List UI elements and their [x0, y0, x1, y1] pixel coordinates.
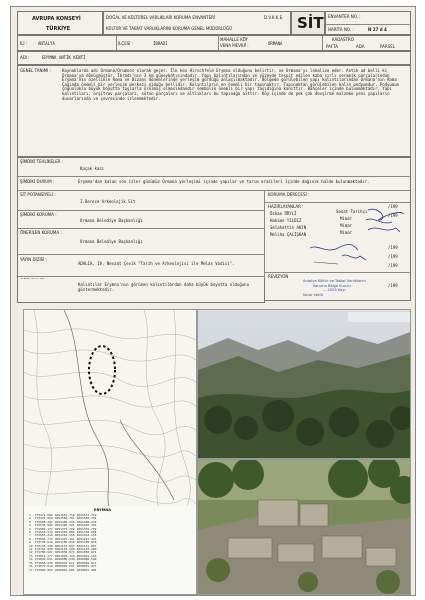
- vena-label: VENA MEVKİİ :: [220, 43, 249, 48]
- coord-row: 8 379693.772 4091227.431 4091227.431: [29, 536, 97, 541]
- inventory-sheet: [10, 6, 416, 596]
- topographic-map: [23, 309, 197, 595]
- name-row: [17, 51, 411, 65]
- coord-row: 17 379900.007 4090861.004 4090861.004: [29, 567, 97, 572]
- tehlike-value: Kaçak kazı: [80, 166, 105, 171]
- member-1-name: Özkan ÜRYLİ: [270, 211, 297, 216]
- description-text: Kaynaklarda adı Ormana/Orumnos olarak geçer. İlk kez Hirschfeld Erymna olduğunu belirtir, ve Ormana'yı lokalize eder. Antik ad belli ki Ormana'ya dönüşmüştür. İbradı'nın 3 km güneybatısındadır. Yapı kalıntılarından ve yüzeyde tespit edilen kaba sırlı seramik parçalarından Erymna'nın özellikle Roma ve Bizans dönemlerinde yerleşim gördüğü anlaşılmaktadır. Bölgede görülebilen yapı kalıntılarından Ormana'nın Roma Çağında önemli bir yerleşim merkezi olduğu bellidir. Kalıntıların en önemli bir tapınaktır. Tapınaktan görülebilen kalın podyumdur. Podyumun çoğunlukla büyük boyutta taşlarla örülmüş olmasındandır sembolik önemli bir yapı taşıdığına kanıttır. Bahçeler içinde bulunmaktadır. Yapı kalıntıları, arşitrav parçaları, sütun parçaları ve altlıkları bu tapınağa aittir. Köy içinde de pek çok devşirme malzeme yeni yapıların duvarlarında ve çevresinde izlenmektedir.: [62, 68, 400, 101]
- member-2-name: Hakime YILDIZ: [270, 218, 302, 223]
- coord-row: 9 379728.613 4091189.018 4091189.018: [29, 540, 97, 545]
- ministry-line2: KÜLTÜR VE TABİAT VARLIKLARINI KORUMA GENEL MÜDÜRLÜĞÜ: [106, 26, 233, 31]
- inventory-label: ENVANTER NO. :: [328, 14, 361, 19]
- map-title: ERYMNA: [94, 508, 111, 512]
- date-mark-1: /199: [388, 204, 398, 209]
- revision-label: REVİZYON: [268, 274, 289, 279]
- durum-value: Erymna'dan kalan son izler günümüz Ormana yerleşimi içinde yapılar ve tarım arazileri içinde dağınık halde bulunmaktadır.: [78, 179, 370, 184]
- sahiplik-label: ŞİMDİKİ KORUMA :: [20, 212, 57, 217]
- pafta-label: PAFTA: [326, 44, 338, 49]
- onerilen-label: ÖNERİLEN KORUMA :: [20, 230, 62, 235]
- date-mark-2: /199: [388, 213, 398, 218]
- ada-label: ADA: [356, 44, 365, 49]
- ilce-value: İBRADI: [153, 41, 168, 46]
- ilce-label: İLÇESİ :: [118, 41, 134, 46]
- member-4-name: Meliha ÇALİŞKAN: [270, 232, 307, 237]
- header-left-box: [17, 11, 103, 35]
- council-label: AVRUPA KONSEYİ: [32, 16, 81, 22]
- durum-label: ŞİMDİKİ DURUM :: [20, 179, 55, 184]
- committee-label: KORUMA DERECESİ :: [268, 192, 310, 197]
- member-4-role: Mimar: [340, 230, 353, 235]
- gozlem-value: Kalıntılar Erymna'nın görünen kalıntılardan daha büyük boyutta olduğunu göstermektedir.: [78, 282, 249, 292]
- coord-row: 7 379655.219 4091262.155 4091262.155: [29, 533, 97, 538]
- date-mark-3: /199: [388, 245, 398, 250]
- coord-row: 4 379536.906 4091420.301 4091420.301: [29, 523, 97, 528]
- potansiyel-value: I.Derece Arkeolojik Sit: [80, 199, 136, 204]
- member-1-role: Sanat Tarihçi: [336, 209, 368, 214]
- potansiyel-label: SİT POTANSİYELİ :: [20, 192, 56, 197]
- date-mark-4: /199: [388, 254, 398, 259]
- date-mark-6: /199: [388, 283, 398, 288]
- coord-row: 13 379812.277 4091022.116 4091022.116: [29, 553, 97, 558]
- coord-row: 16 379879.612 4090901.227 4090901.227: [29, 564, 97, 569]
- yayin-label: YAYIN DİZİSİ :: [20, 257, 47, 262]
- yayin-value: ADALIA, IV. Nevzat Çevik "Tarih ve Arkeolojisi ile Melas Vadisi".: [78, 261, 235, 266]
- member-2-role: Mimar: [340, 216, 353, 221]
- parsel-label: PARSEL: [380, 44, 395, 49]
- name-label: ADI :: [20, 55, 30, 60]
- member-3-name: Selahattin AKIN: [270, 225, 307, 230]
- coord-row: 6 379618.514 4091318.804 4091318.804: [29, 530, 97, 535]
- header-type-box: [291, 11, 325, 35]
- coord-row: 2 379474.682 4091582.701 4091582.701: [29, 516, 97, 521]
- map-label: HARİTA NO. :: [328, 27, 354, 32]
- coord-row: 3 379508.441 4091489.216 4091489.216: [29, 519, 97, 524]
- type-code: SİT: [297, 14, 324, 32]
- dvkk-label: D.V.K.K.E.: [264, 15, 284, 20]
- coord-row: 12 379780.902 4091058.874 4091058.874: [29, 550, 97, 555]
- ministry-line1: DOĞAL VE KÜLTÜREL VARLIKLARI KORUMA ENVANTERİ: [106, 15, 216, 20]
- approval-stamp: Antalya Kültür ve Tabiat Varlıklarını Koruma Bölge Kurulu ....2003 Sayı Karar sözlü: [303, 279, 366, 297]
- coord-row: 10 379745.126 4091141.607 4091141.607: [29, 543, 97, 548]
- sahiplik-value: Ormana Belediye Başkanlığı: [80, 218, 143, 223]
- landscape-photo: [197, 309, 411, 459]
- observations-row: [17, 279, 265, 303]
- coord-row: 11 379761.438 4091103.200 4091103.200: [29, 547, 97, 552]
- onerilen-value: Ormana Belediye Başkanlığı: [80, 239, 143, 244]
- member-3-role: Mimar: [340, 223, 353, 228]
- description-label: GENEL TANIMI :: [20, 68, 51, 73]
- coord-row: 14 379830.651 4090980.540 4090980.540: [29, 557, 97, 562]
- prepared-label: HAZIRLAYANLAR :: [268, 204, 304, 209]
- location-row: [17, 35, 411, 51]
- ruins-photo: [197, 459, 411, 595]
- mahalle-value: ORMANA: [268, 41, 283, 46]
- country-label: TÜRKİYE: [46, 26, 71, 32]
- map-value: N 27 d 4: [368, 27, 387, 32]
- header-numbers-box: [325, 11, 411, 35]
- il-label: İLİ :: [20, 41, 28, 46]
- date-mark-5: /199: [388, 263, 398, 268]
- mahalle-label: MAHALLE KÖY: [220, 37, 248, 42]
- name-value: ERYMNA ANTİK KENTİ: [42, 55, 86, 60]
- tehlike-label: ŞİMDİKİ TEHLİKELER :: [20, 159, 64, 164]
- kadastro-label: KADASTRO: [332, 37, 354, 42]
- signature-marks: [308, 204, 408, 274]
- description-box: [17, 65, 411, 157]
- il-value: ANTALYA: [38, 41, 55, 46]
- header-ministry-box: [103, 11, 291, 35]
- coord-row: 1 379471.682 4091651.719 4091651.719: [29, 513, 97, 517]
- coordinate-table: [28, 514, 97, 572]
- coord-row: 5 379582.177 4091375.702 4091375.702: [29, 526, 97, 531]
- coord-row: 15 379858.330 4090942.611 4090942.611: [29, 560, 97, 565]
